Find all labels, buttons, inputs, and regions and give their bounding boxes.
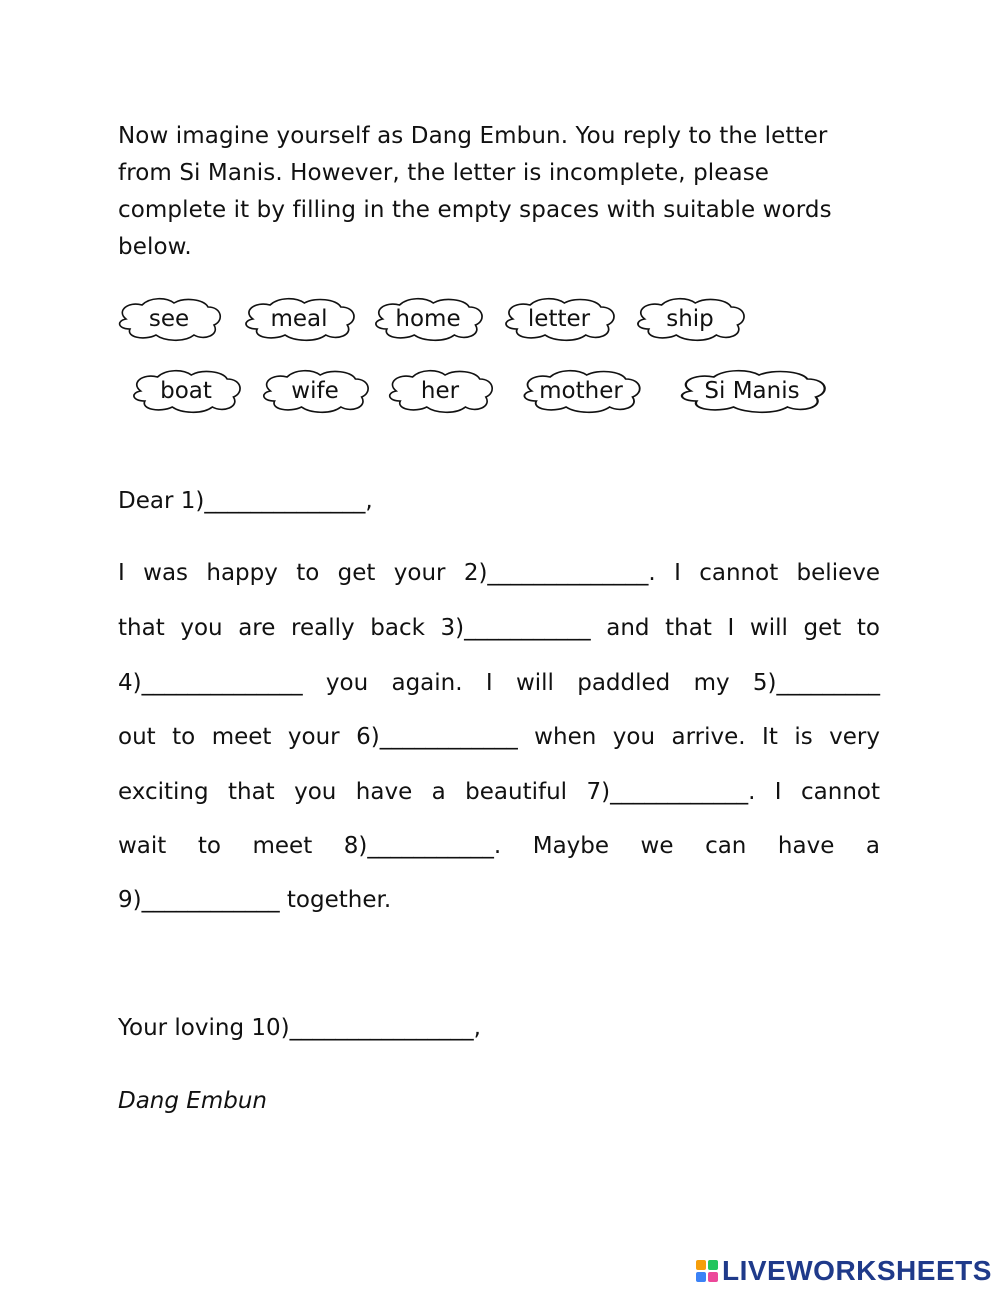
word-label: see <box>148 306 190 332</box>
word-label: her <box>420 378 460 404</box>
logo-square <box>696 1272 706 1282</box>
letter-closing: Your loving 10)________________, <box>118 1015 481 1041</box>
word-cloud-meal <box>240 297 358 341</box>
letter-line: I was happy to get your 2)______________. I cannot believe <box>118 560 880 586</box>
letter-greeting: Dear 1)______________, <box>118 488 373 514</box>
word-cloud-boat <box>128 369 244 413</box>
word-cloud-home <box>370 297 486 341</box>
word-label: boat <box>160 378 212 404</box>
word-cloud-si-manis <box>674 369 830 413</box>
logo-square <box>696 1260 706 1270</box>
logo-text: LIVEWORKSHEETS <box>722 1255 992 1286</box>
logo-square <box>708 1260 718 1270</box>
word-cloud-mother <box>518 369 644 413</box>
letter-signature: Dang Embun <box>118 1088 267 1114</box>
instructions: Now imagine yourself as Dang Embun. You reply to the letter from Si Manis. However, the letter is incomplete, please complete it by filling in the empty spaces with suitable words below. <box>118 123 832 260</box>
word-cloud-her <box>384 369 496 413</box>
word-label: Si Manis <box>704 378 800 404</box>
word-cloud-letter <box>500 297 618 341</box>
word-label: meal <box>270 306 328 332</box>
letter-line: exciting that you have a beautiful 7)____________. I cannot <box>118 779 880 805</box>
liveworksheets-logo <box>696 1256 992 1286</box>
letter-line: that you are really back 3)___________ and that I will get to <box>118 615 880 641</box>
word-cloud-see <box>114 297 224 341</box>
letter-line: wait to meet 8)___________. Maybe we can have a <box>118 833 880 859</box>
logo-mark-icon <box>696 1260 718 1282</box>
word-label: home <box>395 306 461 332</box>
word-cloud-wife <box>258 369 372 413</box>
logo-square <box>708 1272 718 1282</box>
word-label: letter <box>527 306 591 332</box>
word-cloud-ship <box>632 297 748 341</box>
letter-line: out to meet your 6)____________ when you arrive. It is very <box>118 724 880 750</box>
word-label: wife <box>291 378 339 404</box>
word-label: mother <box>539 378 623 404</box>
letter-line: 9)____________ together. <box>118 887 392 913</box>
word-label: ship <box>666 306 714 332</box>
letter-line: 4)______________ you again. I will paddled my 5)_________ <box>118 670 880 696</box>
